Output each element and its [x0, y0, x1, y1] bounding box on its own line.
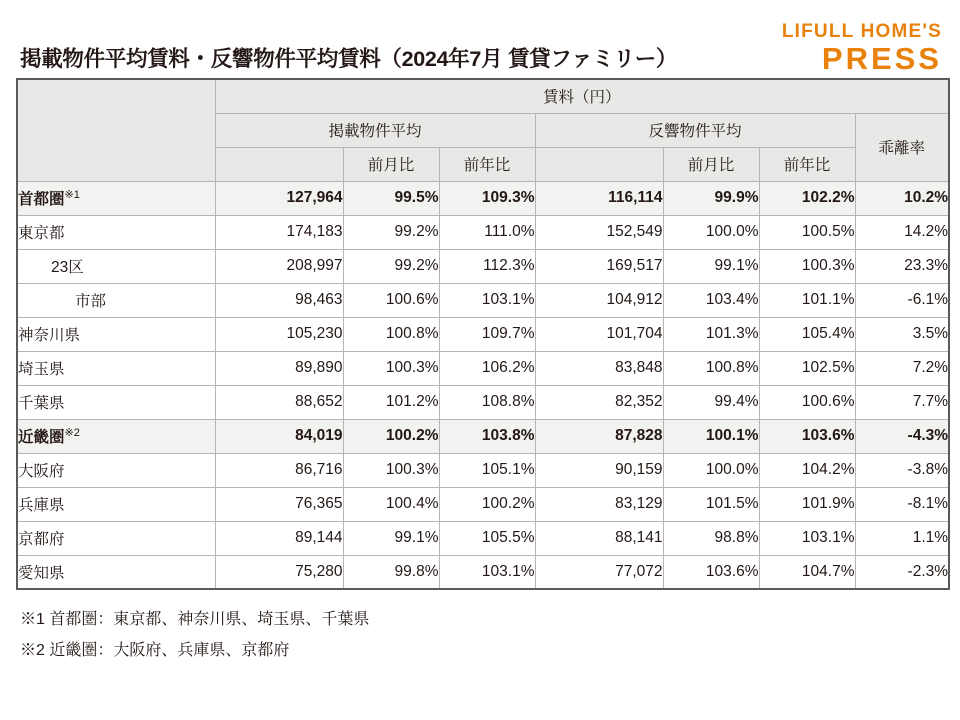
- table-cell: 102.2%: [759, 181, 855, 215]
- table-row: [17, 283, 949, 317]
- table-header-row-1: [17, 79, 949, 113]
- table-cell: 100.4%: [343, 487, 439, 521]
- table-cell: 99.9%: [663, 181, 759, 215]
- table-cell: 104,912: [535, 283, 663, 317]
- table-cell: 100.0%: [663, 215, 759, 249]
- table-row: [17, 453, 949, 487]
- header-inquiry-mom: 前月比: [663, 147, 759, 181]
- row-label: [17, 487, 215, 521]
- table-cell: 89,144: [215, 521, 343, 555]
- table-cell: 103.4%: [663, 283, 759, 317]
- table-row: [17, 419, 949, 453]
- table-cell: 88,141: [535, 521, 663, 555]
- table-cell: 103.1%: [439, 555, 535, 589]
- row-label-text: 愛知県: [18, 564, 65, 582]
- table-cell: -3.8%: [855, 453, 949, 487]
- table-cell: 98,463: [215, 283, 343, 317]
- table-cell: 116,114: [535, 181, 663, 215]
- table-cell: 101.5%: [663, 487, 759, 521]
- row-label: [17, 283, 215, 317]
- table-cell: 101.9%: [759, 487, 855, 521]
- row-label: [17, 419, 215, 453]
- footnotes: [20, 604, 946, 666]
- rent-statistics-table: [16, 78, 950, 590]
- table-cell: 101,704: [535, 317, 663, 351]
- table-cell: 99.1%: [343, 521, 439, 555]
- table-cell: 14.2%: [855, 215, 949, 249]
- table-cell: 82,352: [535, 385, 663, 419]
- row-label: [17, 181, 215, 215]
- table-cell: 103.1%: [439, 283, 535, 317]
- table-cell: 109.7%: [439, 317, 535, 351]
- table-cell: -8.1%: [855, 487, 949, 521]
- footnote-2: ※2 近畿圏：大阪府、兵庫県、京都府: [20, 642, 290, 660]
- table-cell: 90,159: [535, 453, 663, 487]
- row-label: [17, 317, 215, 351]
- table-cell: 87,828: [535, 419, 663, 453]
- table-cell: 104.7%: [759, 555, 855, 589]
- logo-top-text: LIFULL HOME'S: [781, 21, 942, 42]
- table-body: [17, 181, 949, 589]
- table-cell: 105,230: [215, 317, 343, 351]
- table-cell: 100.6%: [759, 385, 855, 419]
- table-cell: 105.1%: [439, 453, 535, 487]
- table-cell: 111.0%: [439, 215, 535, 249]
- row-label: [17, 521, 215, 555]
- header-corner-blank: [17, 79, 215, 181]
- footnote-1: ※1 首都圏：東京都、神奈川県、埼玉県、千葉県: [20, 611, 370, 628]
- table-head: [17, 79, 949, 181]
- header-listing-average: 掲載物件平均: [215, 113, 535, 147]
- table-cell: 112.3%: [439, 249, 535, 283]
- row-label-text: 東京都: [18, 225, 65, 242]
- table-cell: 77,072: [535, 555, 663, 589]
- table-cell: 100.3%: [343, 453, 439, 487]
- table-cell: 99.8%: [343, 555, 439, 589]
- table-cell: 103.1%: [759, 521, 855, 555]
- table-cell: 127,964: [215, 181, 343, 215]
- table-cell: 152,549: [535, 215, 663, 249]
- table-cell: 100.2%: [343, 419, 439, 453]
- table-cell: 100.0%: [663, 453, 759, 487]
- table-cell: 100.3%: [343, 351, 439, 385]
- table-cell: 10.2%: [855, 181, 949, 215]
- table-cell: 83,129: [535, 487, 663, 521]
- header-listing-yoy: 前年比: [439, 147, 535, 181]
- header-divergence-rate: 乖離率: [855, 113, 949, 181]
- table-cell: 100.1%: [663, 419, 759, 453]
- table-cell: 3.5%: [855, 317, 949, 351]
- table-cell: 103.8%: [439, 419, 535, 453]
- table-cell: 103.6%: [759, 419, 855, 453]
- table-cell: 99.4%: [663, 385, 759, 419]
- table-cell: 105.4%: [759, 317, 855, 351]
- row-label-text: 神奈川県: [18, 327, 81, 344]
- table-cell: 105.5%: [439, 521, 535, 555]
- table-cell: 1.1%: [855, 521, 949, 555]
- table-cell: 101.1%: [759, 283, 855, 317]
- table-row: [17, 385, 949, 419]
- row-label-footnote-marker: ※1: [64, 188, 80, 201]
- row-label-text: 23区: [51, 259, 84, 276]
- row-label-text: 千葉県: [18, 395, 65, 412]
- table-cell: 23.3%: [855, 249, 949, 283]
- row-label-text: 京都府: [18, 531, 65, 548]
- table-cell: 169,517: [535, 249, 663, 283]
- table-cell: 99.1%: [663, 249, 759, 283]
- table-cell: 108.8%: [439, 385, 535, 419]
- header-rent-group: 賃料（円）: [215, 79, 949, 113]
- row-label-text: 大阪府: [18, 463, 65, 480]
- table-cell: 98.8%: [663, 521, 759, 555]
- row-label-text: 兵庫県: [18, 497, 65, 514]
- table-cell: 101.2%: [343, 385, 439, 419]
- table-cell: 83,848: [535, 351, 663, 385]
- table-cell: 99.2%: [343, 249, 439, 283]
- table-cell: 100.8%: [663, 351, 759, 385]
- row-label: [17, 215, 215, 249]
- document-header: [14, 0, 946, 78]
- table-cell: 102.5%: [759, 351, 855, 385]
- table-cell: 103.6%: [663, 555, 759, 589]
- row-label: [17, 351, 215, 385]
- table-cell: 174,183: [215, 215, 343, 249]
- table-cell: 100.5%: [759, 215, 855, 249]
- table-row: [17, 487, 949, 521]
- row-label: [17, 453, 215, 487]
- header-listing-value-blank: [215, 147, 343, 181]
- table-cell: 89,890: [215, 351, 343, 385]
- table-cell: 99.2%: [343, 215, 439, 249]
- row-label-text: 埼玉県: [18, 361, 65, 378]
- table-cell: 88,652: [215, 385, 343, 419]
- table-cell: 100.2%: [439, 487, 535, 521]
- table-cell: 99.5%: [343, 181, 439, 215]
- row-label-footnote-marker: ※2: [64, 426, 80, 439]
- table-cell: 86,716: [215, 453, 343, 487]
- table-row: [17, 521, 949, 555]
- header-inquiry-value-blank: [535, 147, 663, 181]
- table-cell: 100.3%: [759, 249, 855, 283]
- row-label-text: 首都圏: [18, 191, 65, 208]
- table-cell: 100.6%: [343, 283, 439, 317]
- row-label: [17, 249, 215, 283]
- table-cell: 7.7%: [855, 385, 949, 419]
- table-row: [17, 317, 949, 351]
- table-cell: 109.3%: [439, 181, 535, 215]
- row-label-text: 近畿圏: [18, 429, 65, 446]
- table-row: [17, 181, 949, 215]
- table-cell: 106.2%: [439, 351, 535, 385]
- lifull-homes-press-logo: [782, 22, 942, 74]
- table-row: [17, 215, 949, 249]
- table-cell: 76,365: [215, 487, 343, 521]
- table-cell: -4.3%: [855, 419, 949, 453]
- table-cell: 208,997: [215, 249, 343, 283]
- header-inquiry-yoy: 前年比: [759, 147, 855, 181]
- page-title: 掲載物件平均賃料・反響物件平均賃料（2024年7月 賃貸ファミリー）: [20, 47, 678, 71]
- table-cell: 100.8%: [343, 317, 439, 351]
- table-cell: 7.2%: [855, 351, 949, 385]
- logo-bottom-text: PRESS: [821, 41, 942, 76]
- table-row: [17, 249, 949, 283]
- table-cell: -2.3%: [855, 555, 949, 589]
- header-inquiry-average: 反響物件平均: [535, 113, 855, 147]
- table-row: [17, 555, 949, 589]
- header-listing-mom: 前月比: [343, 147, 439, 181]
- table-cell: 75,280: [215, 555, 343, 589]
- row-label: [17, 555, 215, 589]
- row-label-text: 市部: [75, 293, 107, 310]
- table-cell: 101.3%: [663, 317, 759, 351]
- table-cell: 104.2%: [759, 453, 855, 487]
- table-cell: -6.1%: [855, 283, 949, 317]
- row-label: [17, 385, 215, 419]
- table-row: [17, 351, 949, 385]
- table-cell: 84,019: [215, 419, 343, 453]
